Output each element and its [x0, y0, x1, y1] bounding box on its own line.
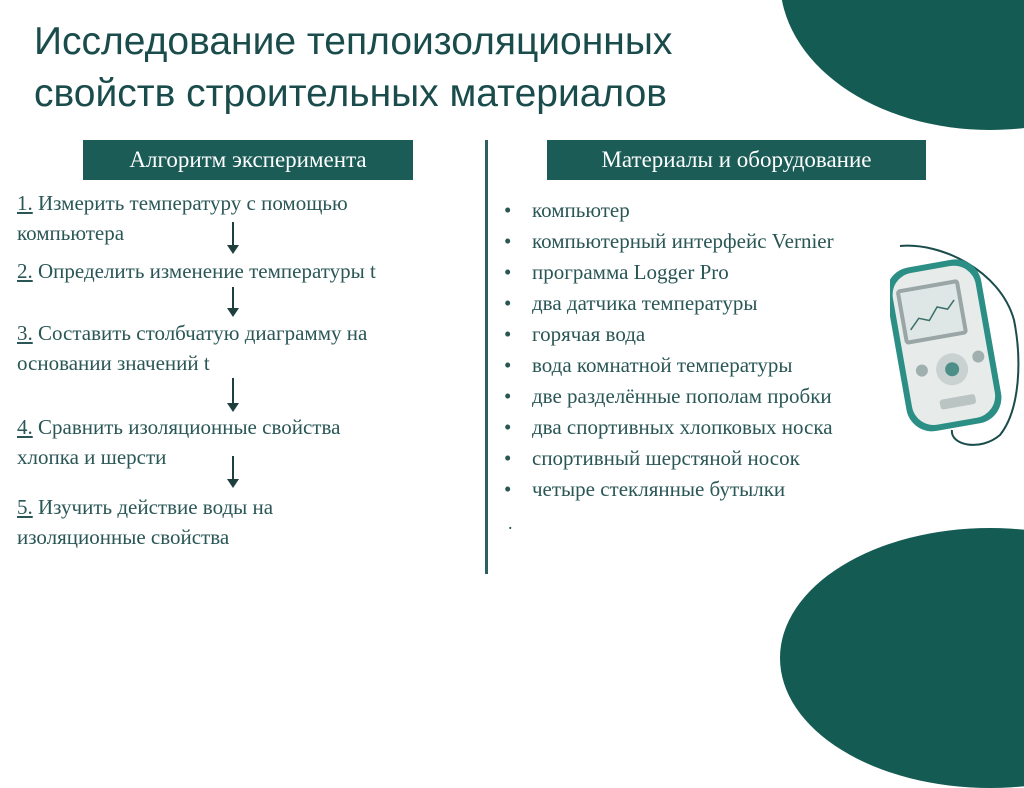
- step-text-line-2: хлопка и шерсти: [17, 445, 167, 469]
- vernier-device-icon: [890, 258, 1002, 434]
- title-line-1: Исследование теплоизоляционных: [34, 20, 673, 63]
- materials-header: Материалы и оборудование: [547, 140, 926, 180]
- page-title: [34, 16, 814, 120]
- list-item: • горячая вода: [504, 319, 834, 350]
- arrow-down-icon: [227, 378, 239, 412]
- step-number: 1.: [17, 191, 33, 215]
- materials-list: [504, 195, 834, 505]
- decorative-corner-top-right: [780, 0, 1024, 130]
- step-text: Сравнить изоляционные свойства: [32, 415, 341, 439]
- step-number: 3.: [17, 321, 33, 345]
- list-item: • две разделённые пополам пробки: [504, 381, 834, 412]
- decorative-corner-bottom-right: [780, 528, 1024, 788]
- list-item: • компьютер: [504, 195, 834, 226]
- step-text: Измерить температуру с помощью: [32, 191, 348, 215]
- algorithm-step-3: [17, 318, 467, 378]
- list-item: • два датчика температуры: [504, 288, 834, 319]
- list-item: • вода комнатной температуры: [504, 350, 834, 381]
- algorithm-step-5: [17, 492, 467, 552]
- list-item: • два спортивных хлопковых носка: [504, 412, 834, 443]
- step-text-line-2: изоляционные свойства: [17, 525, 230, 549]
- list-item: • компьютерный интерфейс Vernier: [504, 226, 834, 257]
- algorithm-step-2: [17, 256, 467, 286]
- step-number: 2.: [17, 259, 33, 283]
- stray-dot: .: [508, 513, 513, 533]
- step-text-line-2: компьютера: [17, 221, 125, 245]
- title-line-2: свойств строительных материалов: [34, 72, 668, 115]
- list-item: • четыре стеклянные бутылки: [504, 474, 834, 505]
- step-text: Изучить действие воды на: [32, 495, 274, 519]
- algorithm-step-4: [17, 412, 467, 472]
- step-number: 4.: [17, 415, 33, 439]
- arrow-down-icon: [227, 222, 239, 254]
- step-number: 5.: [17, 495, 33, 519]
- step-text: Составить столбчатую диаграмму на: [32, 321, 368, 345]
- list-item: • спортивный шерстяной носок: [504, 443, 834, 474]
- arrow-down-icon: [227, 287, 239, 317]
- algorithm-step-1: [17, 188, 467, 248]
- algorithm-header: Алгоритм эксперимента: [83, 140, 413, 180]
- column-divider: [485, 140, 488, 574]
- arrow-down-icon: [227, 456, 239, 488]
- list-item: • программа Logger Pro: [504, 257, 834, 288]
- step-text-line-2: основании значений t: [17, 351, 210, 375]
- step-text: Определить изменение температуры t: [32, 259, 376, 283]
